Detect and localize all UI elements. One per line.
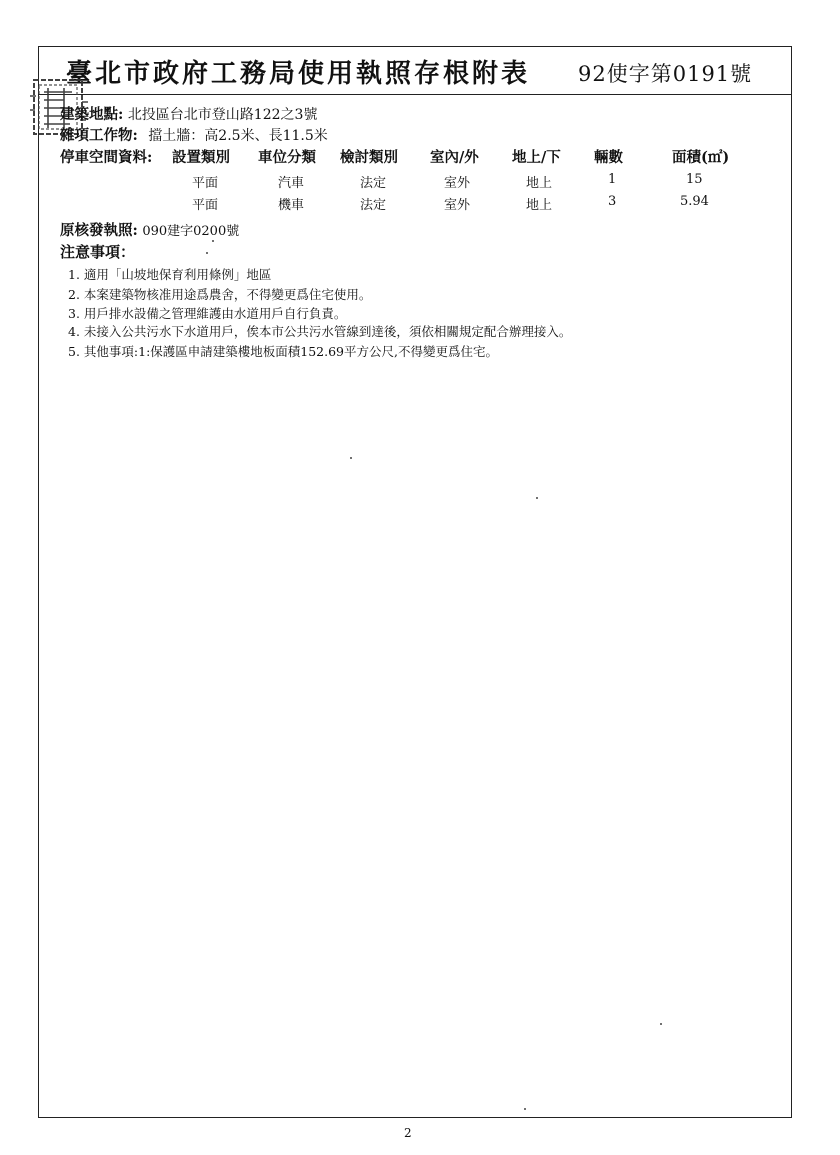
original-license-value: 090建字0200號 [142,224,240,239]
parking-col-header: 室內/外 [430,149,479,166]
scan-speck [212,240,214,242]
parking-header-row [60,146,780,166]
original-license-label: 原核發執照: [60,222,138,239]
table-cell: 15 [686,172,703,187]
scan-speck [350,457,352,459]
note-item: 3. 用戶排水設備之管理維護由水道用戶自行負責。 [68,306,347,321]
table-cell: 汽車 [278,176,305,191]
table-cell: 室外 [444,176,471,191]
table-row [60,172,780,190]
misc-structure-row [60,124,328,145]
table-cell: 法定 [360,176,387,191]
scan-speck [206,252,208,254]
scan-speck [660,1023,662,1025]
note-item: 4. 未接入公共污水下水道用戶，俟本市公共污水管線到達後，須依相關規定配合辦理接入。 [68,324,572,339]
parking-label: 停車空間資料: [60,149,153,166]
table-cell: 法定 [360,198,387,213]
scan-speck [524,1108,526,1110]
misc-structure-label: 雜項工作物: [60,127,138,144]
parking-col-header: 輛數 [594,149,623,166]
parking-col-header: 檢討類別 [340,149,398,166]
table-cell: 5.94 [680,194,709,209]
building-location-label: 建築地點: [60,106,124,123]
table-cell: 地上 [526,198,553,213]
table-row [60,194,780,212]
document-title: 臺北市政府工務局使用執照存根附表 [66,59,531,89]
notes-title: 注意事項： [60,243,136,261]
header-divider [38,94,792,95]
table-cell: 3 [608,194,617,209]
table-cell: 地上 [526,176,553,191]
table-cell: 1 [608,172,617,187]
table-cell: 平面 [192,198,219,213]
building-location-row [60,103,317,124]
page-number: 2 [404,1126,412,1140]
parking-col-header: 設置類別 [172,149,230,166]
parking-col-header: 面積(㎡) [672,149,730,166]
note-item: 1. 適用「山坡地保育利用條例」地區 [68,267,272,282]
table-cell: 室外 [444,198,471,213]
misc-structure-value: 擋土牆：高2.5米、長11.5米 [148,128,328,144]
table-cell: 平面 [192,176,219,191]
building-location-value: 北投區台北市登山路122之3號 [127,107,318,123]
note-item: 5. 其他事項:1:保護區申請建築樓地板面積152.69平方公尺,不得變更爲住宅。 [68,344,498,359]
parking-col-header: 車位分類 [258,149,316,166]
document-number: 92使字第0191號 [578,62,753,86]
table-cell: 機車 [278,198,305,213]
parking-col-header: 地上/下 [512,149,561,166]
original-license-row [60,219,239,240]
note-item: 2. 本案建築物核准用途爲農舍，不得變更爲住宅使用。 [68,287,372,302]
scan-speck [536,497,538,499]
